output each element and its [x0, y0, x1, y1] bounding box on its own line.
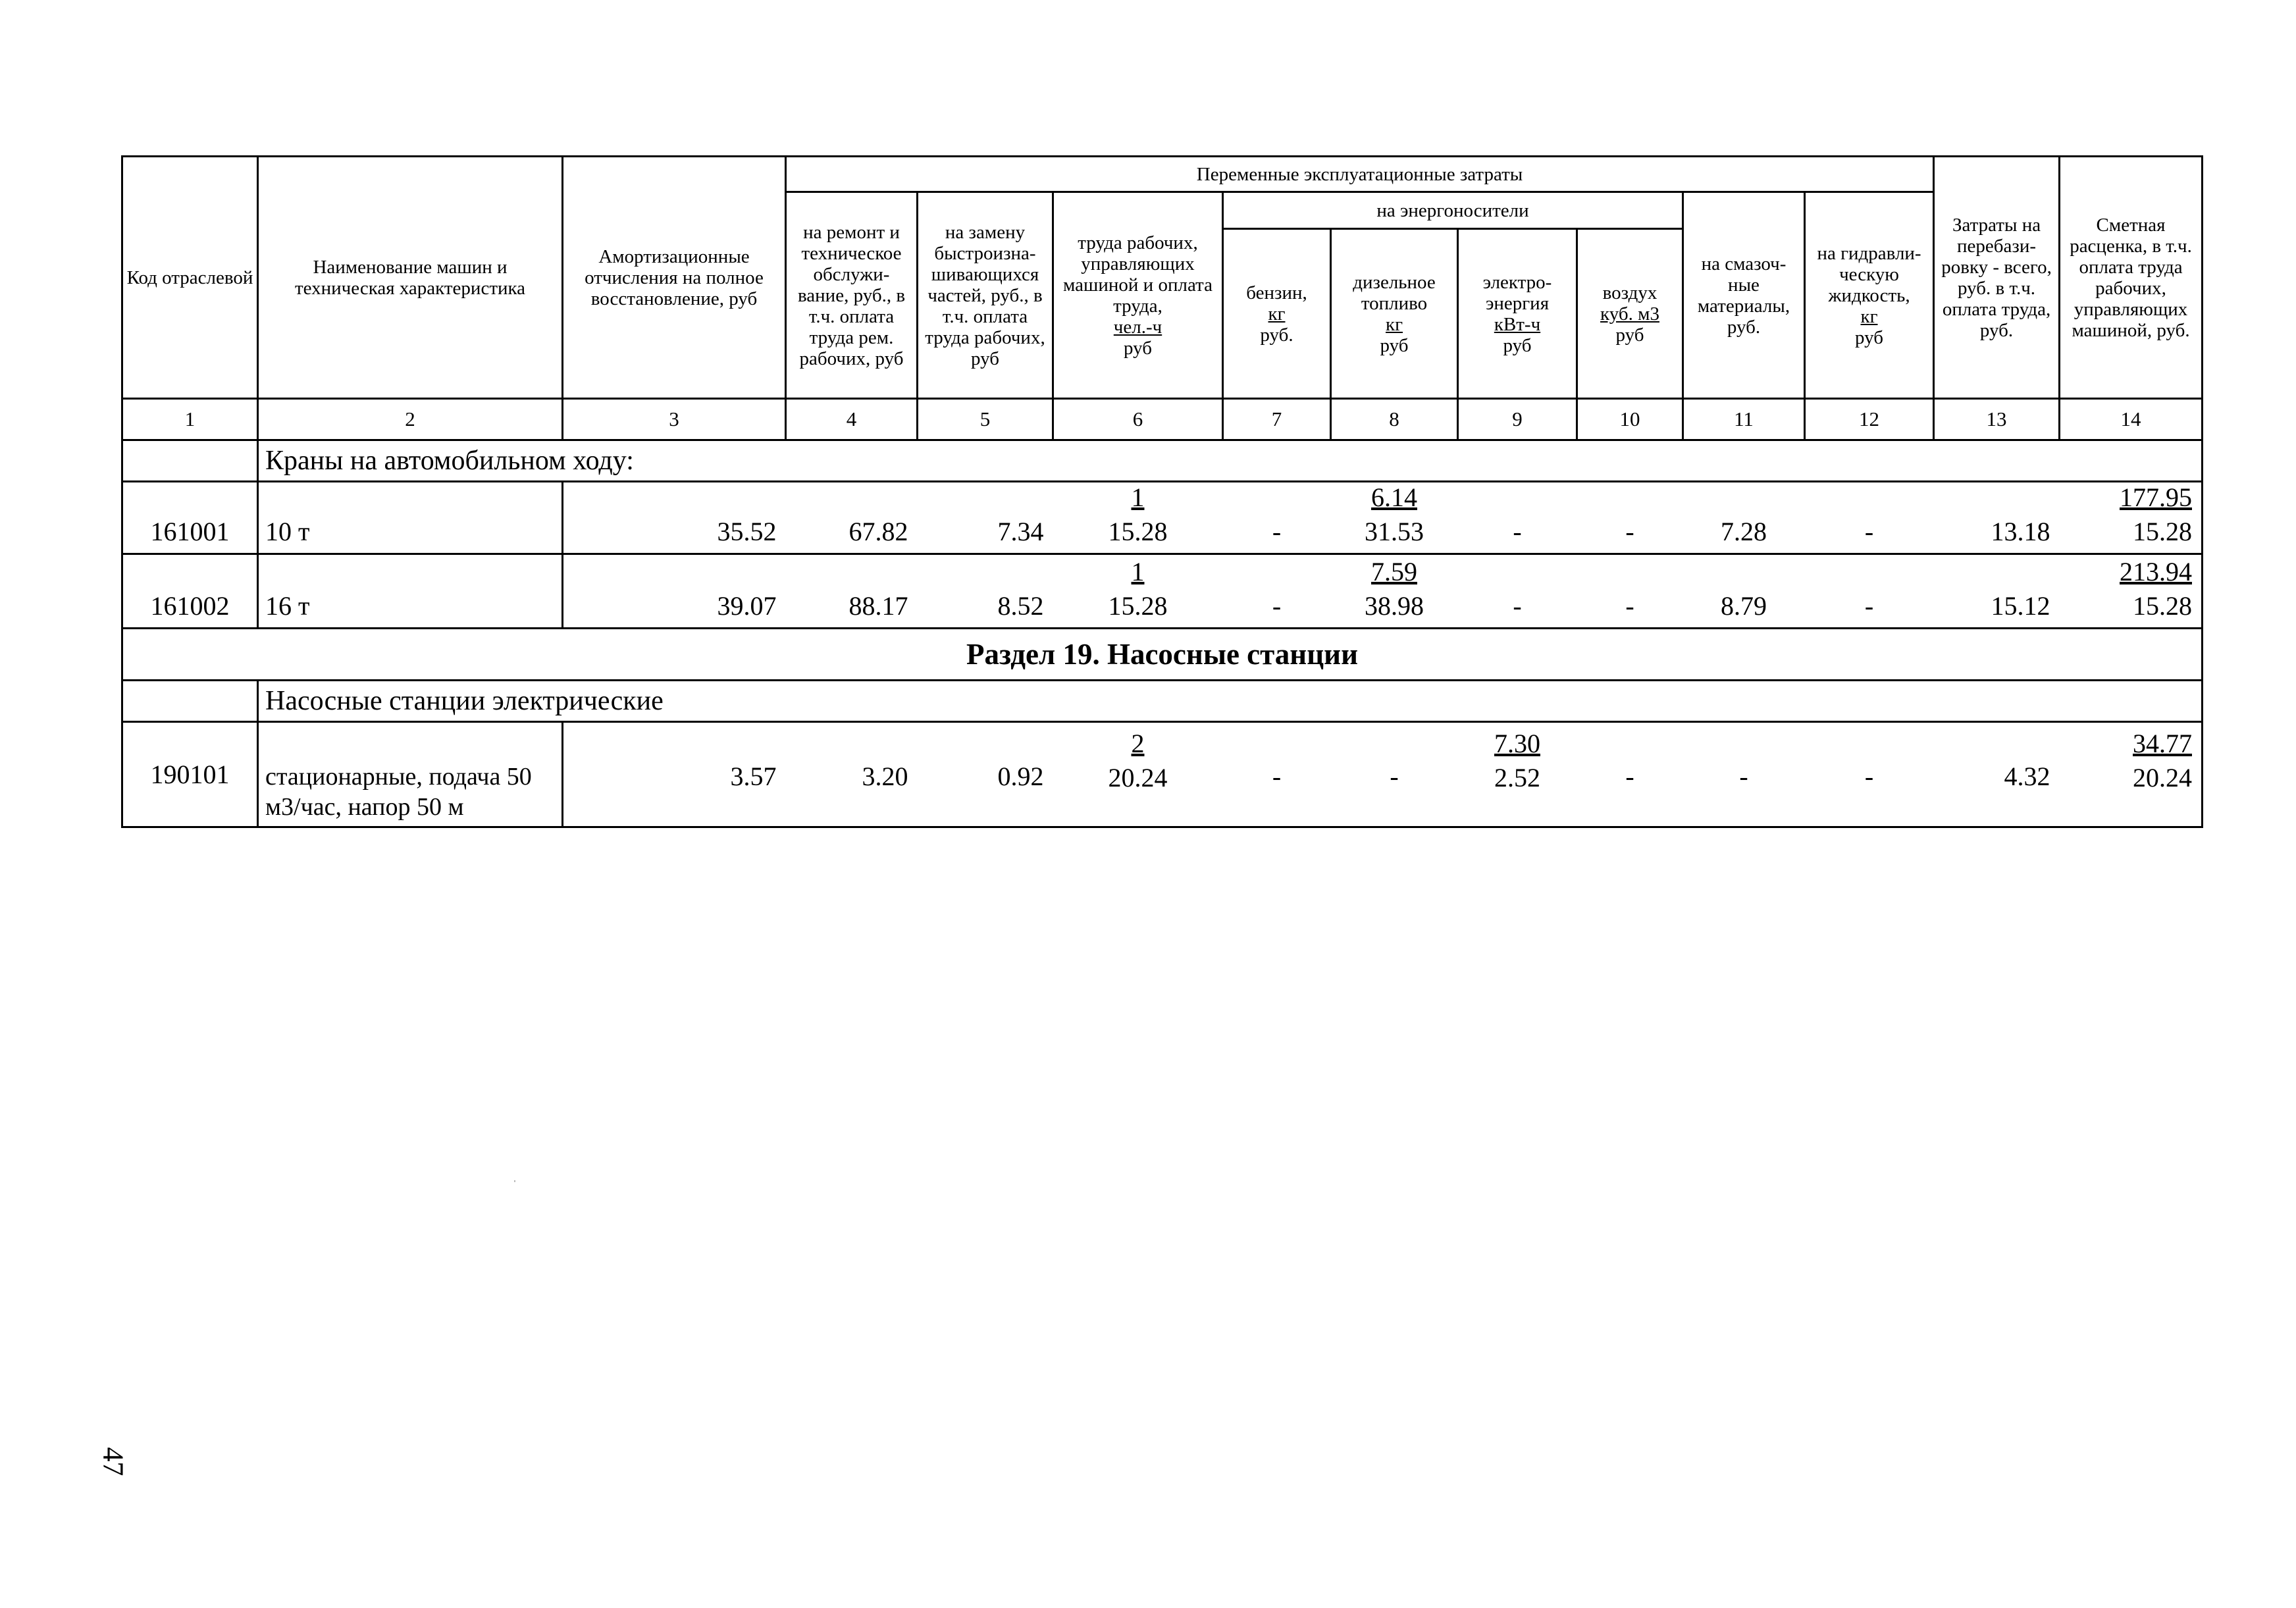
- column-number: 4: [786, 399, 918, 440]
- machine-rates-table: [121, 155, 2203, 482]
- row-electric-cost: 2.52: [1494, 763, 1540, 792]
- header-petrol-unit: кг: [1268, 303, 1286, 324]
- header-electric-rub: руб: [1503, 334, 1532, 356]
- row-labor: [1053, 722, 1223, 827]
- row-labor-hours: 1: [1131, 482, 1145, 512]
- data-table: [121, 480, 2203, 828]
- header-air-unit: куб. м3: [1600, 303, 1659, 324]
- row-petrol: -: [1223, 722, 1331, 827]
- row-labor: [1053, 480, 1223, 554]
- section19-title: Раздел 19. Насосные станции: [122, 629, 2203, 681]
- row-air: -: [1577, 554, 1683, 629]
- section-cranes-title: Краны на автомобильном ходу:: [258, 440, 2203, 482]
- table-row: [122, 480, 2203, 554]
- row-hydraulic: -: [1864, 517, 1874, 546]
- header-labor-text: труда рабочих, управляющих машиной и оплата труда,: [1063, 232, 1213, 317]
- column-number: 1: [122, 399, 258, 440]
- row-amortization: 3.57: [563, 722, 786, 827]
- row-name: 10 т: [258, 480, 563, 554]
- row-rate-total: 177.95: [2120, 482, 2192, 512]
- row-petrol: -: [1223, 554, 1331, 629]
- row-repair: 67.82: [848, 517, 908, 546]
- row-lubricants: 7.28: [1721, 517, 1767, 546]
- header-diesel-text: дизельное топливо: [1353, 271, 1436, 314]
- section-cranes-row: [122, 440, 2203, 482]
- header-hydraulic-text: на гидравли-ческую жидкость,: [1817, 242, 1921, 306]
- row-code: 161001: [122, 480, 258, 554]
- column-number: 14: [2060, 399, 2203, 440]
- column-number: 6: [1053, 399, 1223, 440]
- row-lubricants: 8.79: [1683, 554, 1805, 629]
- row-air: -: [1577, 722, 1683, 827]
- header-variable-costs: Переменные эксплуатационные затраты: [786, 157, 1934, 192]
- row-hydraulic: -: [1805, 722, 1934, 827]
- table-row: [122, 722, 2203, 827]
- header-petrol-text: бензин,: [1246, 282, 1307, 303]
- header-petrol-rub: руб.: [1260, 324, 1293, 346]
- row-diesel: [1331, 554, 1458, 629]
- row-estimate-rate: [2060, 480, 2203, 554]
- column-number: 8: [1331, 399, 1458, 440]
- row-code: 161002: [122, 554, 258, 629]
- row-electric: -: [1513, 517, 1522, 546]
- row-diesel-kg: 6.14: [1371, 482, 1417, 512]
- row-amortization: 39.07: [563, 554, 786, 629]
- column-number: 13: [1934, 399, 2060, 440]
- row-estimate-rate: [2060, 554, 2203, 629]
- header-hydraulic: [1805, 192, 1934, 399]
- header-electric-unit: кВт-ч: [1494, 313, 1541, 335]
- column-number: 11: [1683, 399, 1805, 440]
- header-air-rub: руб: [1615, 324, 1644, 346]
- row-diesel: -: [1331, 722, 1458, 827]
- row-diesel-kg: 7.59: [1371, 557, 1417, 586]
- section19-row: [122, 629, 2203, 681]
- header-repair: на ремонт и техническое обслужи-вание, руб., в т.ч. оплата труда рем. рабочих, руб: [786, 192, 918, 399]
- row-labor-cost: 15.28: [1108, 591, 1168, 621]
- column-number: 12: [1805, 399, 1934, 440]
- header-lubricants: на смазоч-ные материалы, руб.: [1683, 192, 1805, 399]
- row-rate-labor: 15.28: [2133, 517, 2192, 546]
- row-rate-total: 213.94: [2120, 557, 2192, 586]
- row-relocation: 15.12: [1934, 554, 2060, 629]
- header-labor: [1053, 192, 1223, 399]
- row-labor-hours: 1: [1131, 557, 1145, 586]
- row-electric-kwh: 7.30: [1494, 729, 1540, 758]
- header-diesel-rub: руб: [1380, 334, 1409, 356]
- row-code: 190101: [122, 722, 258, 827]
- header-diesel: [1331, 229, 1458, 399]
- header-labor-unit: чел.-ч: [1113, 316, 1162, 338]
- header-hydraulic-rub: руб: [1855, 326, 1884, 348]
- row-labor-cost: 15.28: [1108, 517, 1168, 546]
- row-diesel-cost: 38.98: [1365, 591, 1424, 621]
- header-petrol: [1223, 229, 1331, 399]
- row-name: стационарные, подача 50 м3/час, напор 50 м: [258, 722, 563, 827]
- row-hydraulic: -: [1805, 554, 1934, 629]
- header-air: [1577, 229, 1683, 399]
- table-row: [122, 554, 2203, 629]
- row-parts: 8.52: [918, 554, 1053, 629]
- header-electric-text: электро-энергия: [1482, 271, 1552, 314]
- row-repair: 88.17: [786, 554, 918, 629]
- row-parts: 7.34: [997, 517, 1044, 546]
- header-amortization: Амортизационные отчисления на полное восстановление, руб: [563, 157, 786, 399]
- header-air-text: воздух: [1602, 282, 1657, 303]
- header-hydraulic-unit: кг: [1860, 305, 1878, 327]
- row-diesel-cost: 31.53: [1365, 517, 1424, 546]
- row-electric: [1458, 722, 1577, 827]
- header-parts: на замену быстроизна-шивающихся частей, руб., в т.ч. оплата труда рабочих, руб: [918, 192, 1053, 399]
- page-number: 47: [97, 1447, 130, 1476]
- row-parts: 0.92: [918, 722, 1053, 827]
- header-code: Код отраслевой: [122, 157, 258, 399]
- row-amortization: 35.52: [717, 517, 777, 546]
- header-row-top: [122, 157, 2203, 192]
- column-number-row: [122, 399, 2203, 440]
- row-labor-cost: 20.24: [1108, 763, 1168, 792]
- scan-speck: [514, 1180, 515, 1182]
- header-estimate-rate: Сметная расценка, в т.ч. оплата труда рабочих, управляющих машиной, руб.: [2060, 157, 2203, 399]
- section-pumps-row: [122, 681, 2203, 722]
- row-air: -: [1625, 517, 1634, 546]
- header-labor-rub: руб: [1124, 337, 1152, 359]
- row-repair: 3.20: [786, 722, 918, 827]
- column-number: 9: [1458, 399, 1577, 440]
- row-petrol: -: [1272, 517, 1282, 546]
- column-number: 10: [1577, 399, 1683, 440]
- row-estimate-rate: [2060, 722, 2203, 827]
- header-energy: на энергоносители: [1223, 192, 1683, 229]
- header-name: Наименование машин и техническая характеристика: [258, 157, 563, 399]
- column-number: 3: [563, 399, 786, 440]
- row-labor: [1053, 554, 1223, 629]
- column-number: 5: [918, 399, 1053, 440]
- row-diesel: [1331, 480, 1458, 554]
- row-rate-labor: 20.24: [2133, 763, 2192, 792]
- row-lubricants: -: [1683, 722, 1805, 827]
- header-diesel-unit: кг: [1386, 313, 1403, 335]
- row-rate-total: 34.77: [2133, 729, 2192, 758]
- row-labor-hours: 2: [1131, 729, 1145, 758]
- header-electric: [1458, 229, 1577, 399]
- column-number: 2: [258, 399, 563, 440]
- row-relocation: 4.32: [1934, 722, 2060, 827]
- row-relocation: 13.18: [1991, 517, 2050, 546]
- row-name: 16 т: [258, 554, 563, 629]
- header-relocation: Затраты на перебази-ровку - всего, руб. в т.ч. оплата труда, руб.: [1934, 157, 2060, 399]
- column-number: 7: [1223, 399, 1331, 440]
- section-pumps-title: Насосные станции электрические: [258, 681, 2203, 722]
- row-rate-labor: 15.28: [2133, 591, 2192, 621]
- row-electric: -: [1458, 554, 1577, 629]
